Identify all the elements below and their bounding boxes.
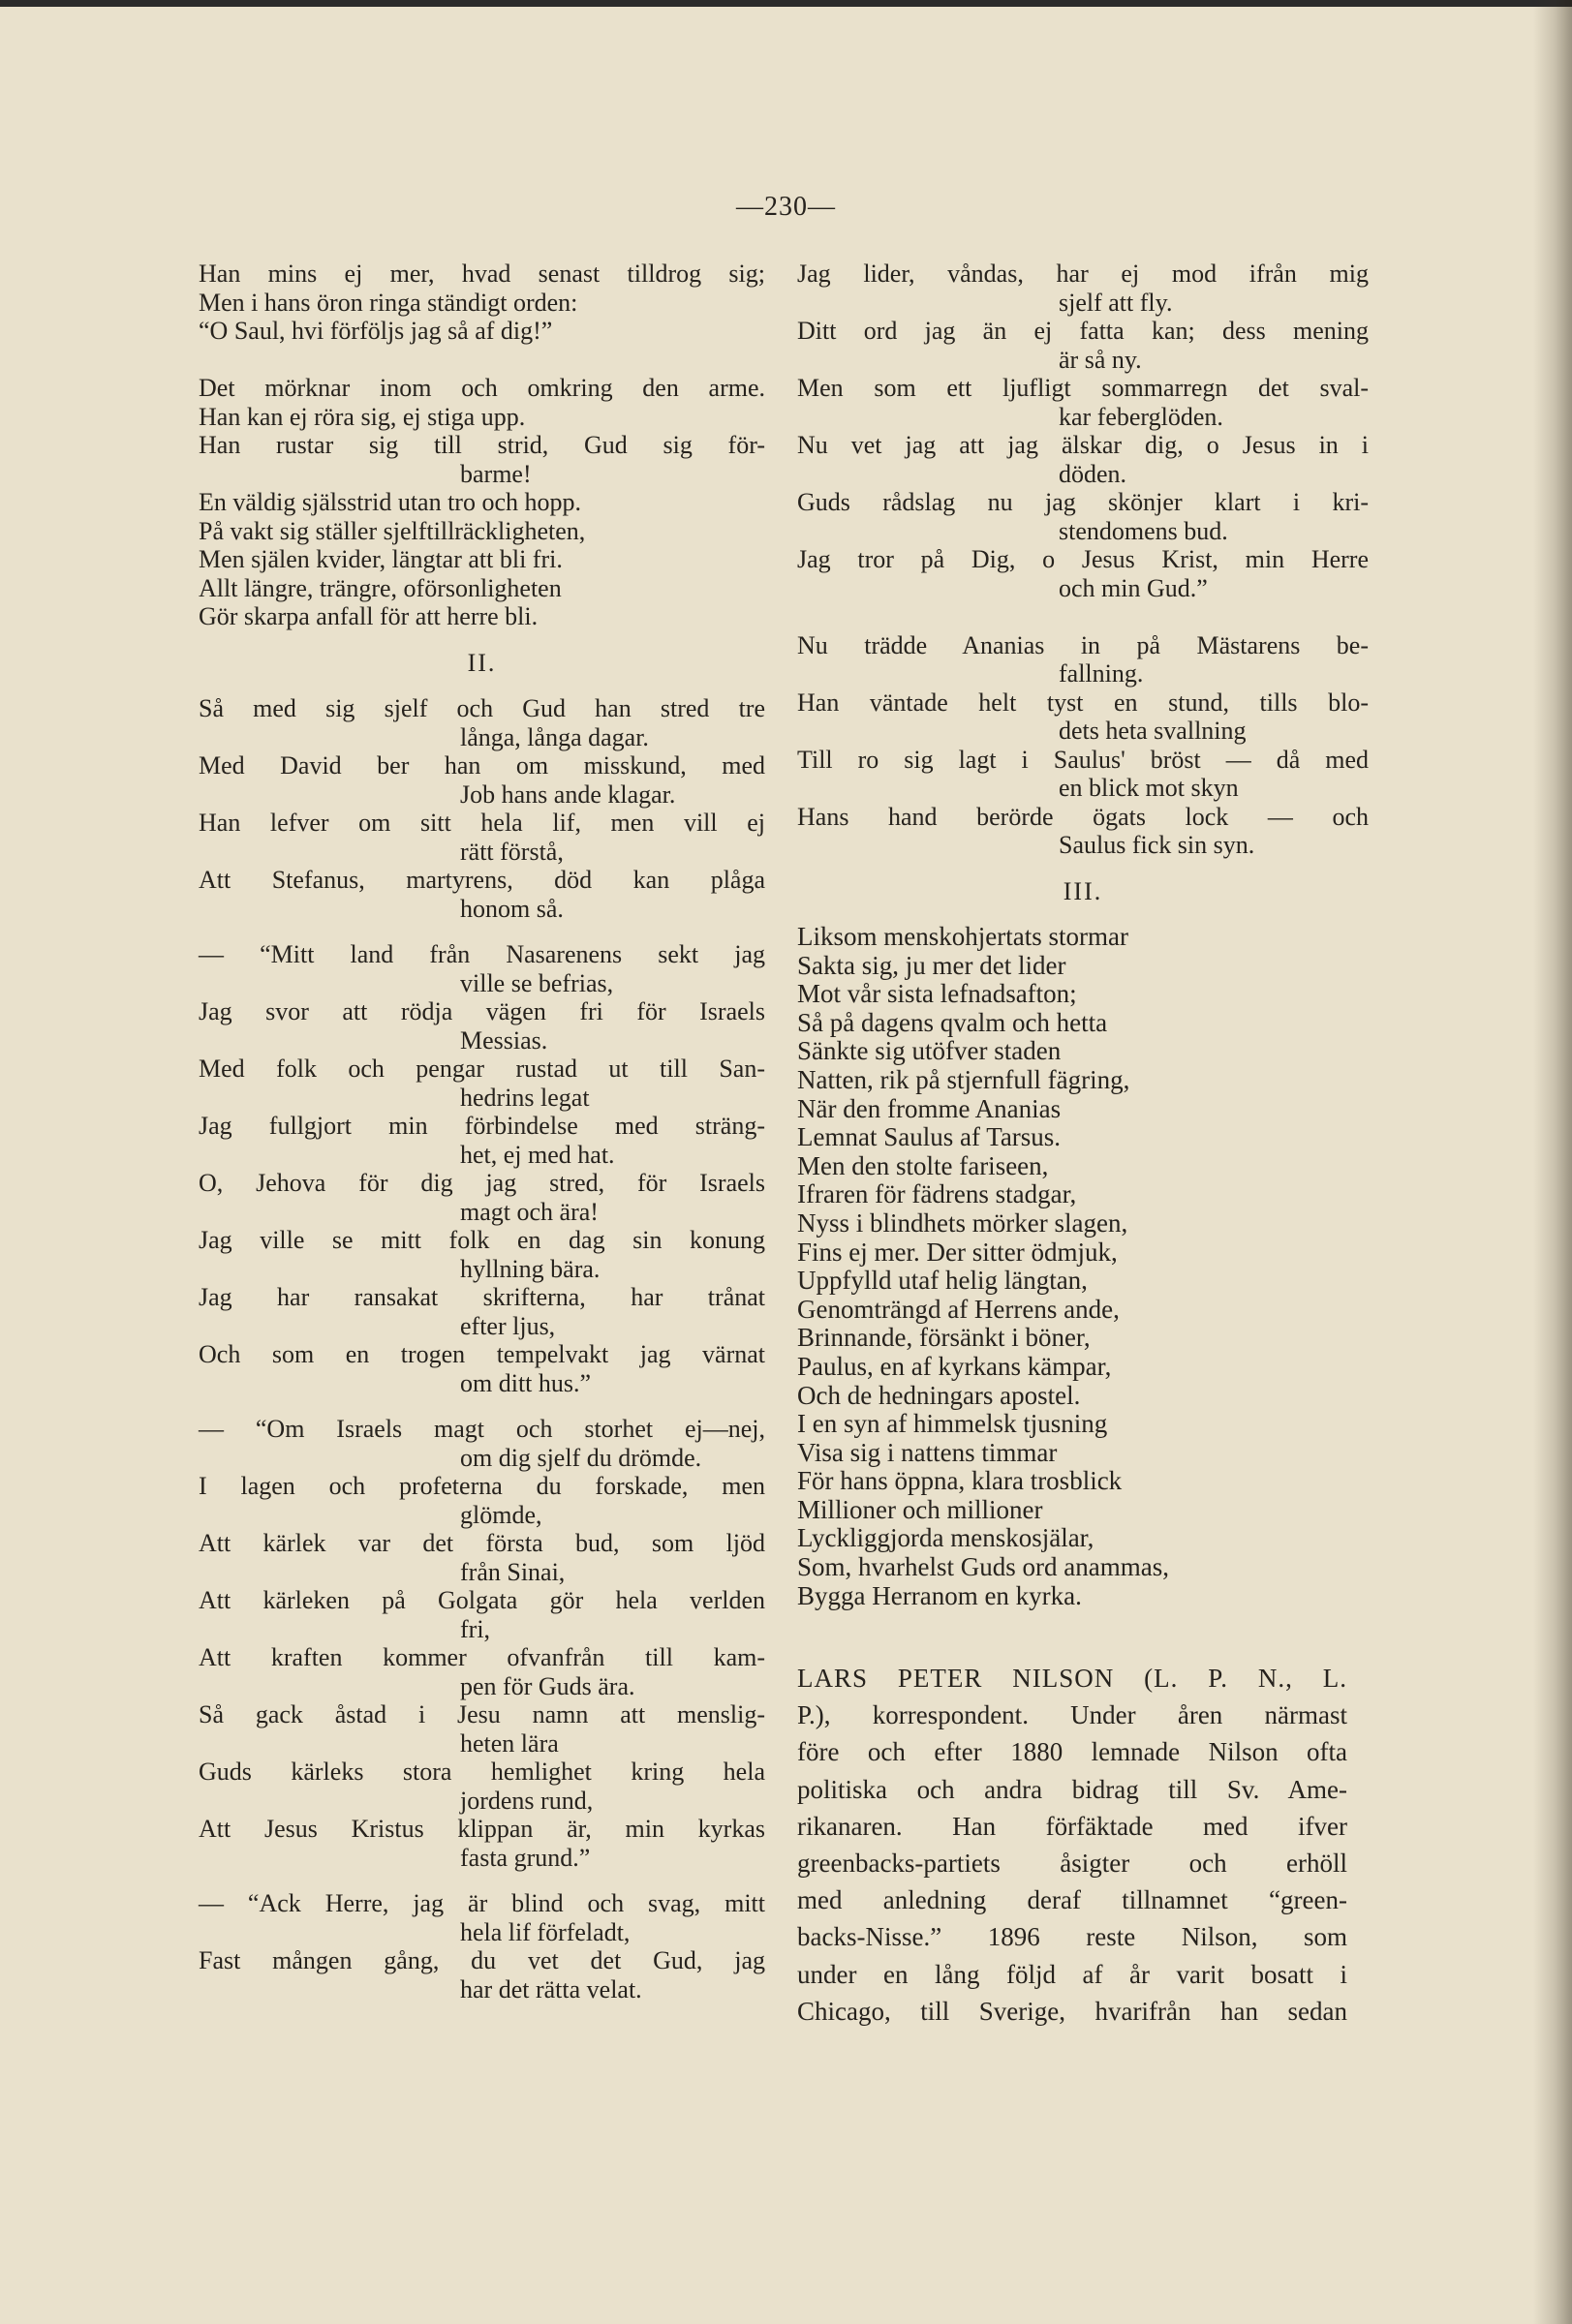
verse-line: Nyss i blindhets mörker slagen,	[797, 1208, 1128, 1238]
verse-line: Jag lider, våndas, har ej mod ifrån mig	[797, 260, 1369, 288]
verse-line: Fins ej mer. Der sitter ödmjuk,	[797, 1237, 1118, 1267]
verse-line: långa, långa dagar.	[460, 722, 649, 751]
verse-line: Han rustar sig till strid, Gud sig för-	[199, 431, 765, 459]
verse-line: Och de hedningars apostel.	[797, 1380, 1081, 1410]
verse-line: Job hans ande klagar.	[460, 780, 676, 809]
verse-line: Saulus fick sin syn.	[1059, 831, 1255, 859]
verse-line: fasta grund.”	[460, 1843, 591, 1872]
verse-line: hedrins legat	[460, 1083, 590, 1112]
stanza-gap	[199, 677, 765, 694]
verse-line: en blick mot skyn	[1059, 774, 1239, 802]
verse-line: Han kan ej röra sig, ej stiga upp.	[199, 402, 526, 431]
verse-line: Jag svor att rödja vägen fri för Israels	[199, 997, 765, 1025]
verse-line: ville se befrias,	[460, 968, 614, 997]
verse-line: heten lära	[460, 1728, 559, 1758]
verse-line: Liksom menskohjertats stormar	[797, 922, 1128, 951]
verse-line: På vakt sig ställer sjelftillräckligheten,	[199, 516, 586, 545]
page-number: —230—	[736, 192, 836, 222]
verse-line: Millioner och millioner	[797, 1494, 1043, 1524]
verse-line: Allt längre, trängre, oförsonligheten	[199, 573, 562, 602]
biography-line: backs-Nisse.” 1896 reste Nilson, som	[797, 1922, 1347, 1952]
verse-line: Han lefver om sitt hela lif, men vill ej	[199, 809, 765, 837]
biography-line: under en lång följd af år varit bosatt i	[797, 1959, 1347, 1989]
verse-line: het, ej med hat.	[460, 1140, 615, 1169]
verse-line: Att Stefanus, martyrens, död kan plåga	[199, 866, 765, 894]
verse-line: För hans öppna, klara trosblick	[797, 1466, 1123, 1496]
verse-line: om dig sjelf du drömde.	[460, 1443, 702, 1472]
verse-line: Och som en trogen tempelvakt jag värnat	[199, 1340, 765, 1368]
verse-line: Guds kärleks stora hemlighet kring hela	[199, 1758, 765, 1786]
verse-line: Jag tror på Dig, o Jesus Krist, min Herre	[797, 545, 1369, 573]
verse-line: Nu vet jag att jag älskar dig, o Jesus in i	[797, 431, 1369, 459]
stanza-gap	[797, 602, 1369, 631]
verse-line: Guds rådslag nu jag skönjer klart i kri-	[797, 488, 1369, 516]
verse-line: Messias.	[460, 1025, 548, 1055]
verse-line: Han väntade helt tyst en stund, tills blo-	[797, 688, 1369, 717]
biography-name: LARS PETER NILSON (L. P. N., L.	[797, 1664, 1347, 1693]
verse-line: Ifraren för fädrens stadgar,	[797, 1179, 1077, 1209]
top-edge-band	[0, 0, 1572, 7]
verse-line: stendomens bud.	[1059, 516, 1228, 545]
biography-line: politiska och andra bidrag till Sv. Ame-	[797, 1774, 1347, 1804]
verse-line: Men i hans öron ringa ständigt orden:	[199, 288, 578, 317]
verse-line: En väldig själsstrid utan tro och hopp.	[199, 488, 582, 516]
section-heading: II.	[467, 648, 497, 677]
verse-line: Bygga Herranom en kyrka.	[797, 1580, 1082, 1610]
verse-line: Fast mången gång, du vet det Gud, jag	[199, 1946, 765, 1974]
verse-line: Så med sig sjelf och Gud han stred tre	[199, 694, 765, 722]
verse-line: rätt förstå,	[460, 837, 564, 866]
biography-line: med anledning deraf tillnamnet “green-	[797, 1885, 1347, 1915]
verse-line: Hans hand berörde ögats lock — och	[797, 802, 1369, 831]
verse-line: Sänkte sig utöfver staden	[797, 1036, 1062, 1066]
verse-line: Att kärleken på Golgata gör hela verlden	[199, 1586, 765, 1614]
verse-line: Gör skarpa anfall för att herre bli.	[199, 602, 539, 630]
left-column-poem	[199, 260, 765, 2003]
verse-line: Till ro sig lagt i Saulus' bröst — då med	[797, 745, 1369, 774]
verse-line: jordens rund,	[460, 1786, 594, 1815]
verse-line: pen för Guds ära.	[460, 1671, 635, 1700]
verse-line: När den fromme Ananias	[797, 1093, 1062, 1123]
verse-line: glömde,	[460, 1500, 542, 1529]
right-column-poem	[797, 260, 1369, 1610]
verse-line: Ditt ord jag än ej fatta kan; dess mening	[797, 317, 1369, 345]
verse-line: Att kraften kommer ofvanfrån till kam-	[199, 1643, 765, 1671]
verse-line: Men den stolte fariseen,	[797, 1150, 1049, 1180]
biography-entry	[797, 1660, 1347, 2030]
verse-line: hela lif förfeladt,	[460, 1917, 631, 1946]
verse-line: från Sinai,	[460, 1557, 566, 1586]
verse-line: kar feberglöden.	[1059, 402, 1223, 431]
stanza-gap	[199, 631, 765, 649]
verse-line: I lagen och profeterna du forskade, men	[199, 1472, 765, 1500]
verse-line: Uppfylld utaf helig längtan,	[797, 1266, 1088, 1296]
stanza-gap	[199, 923, 765, 940]
verse-line: Så gack åstad i Jesu namn att menslig-	[199, 1700, 765, 1728]
verse-line: om ditt hus.”	[460, 1368, 592, 1397]
verse-line: fri,	[460, 1614, 491, 1643]
verse-line: fallning.	[1059, 659, 1144, 688]
verse-line: O, Jehova för dig jag stred, för Israels	[199, 1169, 765, 1197]
verse-line: — “Mitt land från Nasarenens sekt jag	[199, 940, 765, 968]
verse-line: barme!	[460, 459, 532, 488]
verse-line: Genomträngd af Herrens ande,	[797, 1294, 1120, 1324]
verse-line: Med folk och pengar rustad ut till San-	[199, 1055, 765, 1083]
biography-text	[797, 1697, 1347, 2030]
stanza-gap	[199, 1397, 765, 1415]
biography-line: greenbacks-partiets åsigter och erhöll	[797, 1848, 1347, 1878]
verse-line: Att kärlek var det första bud, som ljöd	[199, 1529, 765, 1557]
verse-line: I en syn af himmelsk tjusning	[797, 1409, 1108, 1439]
verse-line: Visa sig i nattens timmar	[797, 1437, 1058, 1467]
section-heading: III.	[1063, 876, 1103, 905]
verse-line: Som, hvarhelst Guds ord anammas,	[797, 1552, 1169, 1582]
verse-line: hyllning bära.	[460, 1254, 601, 1283]
verse-line: Jag fullgjort min förbindelse med sträng-	[199, 1112, 765, 1140]
page-spine-shadow	[1533, 0, 1572, 2324]
stanza-gap	[797, 905, 1369, 923]
biography-line: rikanaren. Han förfäktade med ifver	[797, 1811, 1347, 1841]
biography-line: Chicago, till Sverige, hvarifrån han sedan	[797, 1996, 1347, 2026]
verse-line: Lemnat Saulus af Tarsus.	[797, 1122, 1062, 1152]
verse-line: Att Jesus Kristus klippan är, min kyrkas	[199, 1815, 765, 1843]
verse-line: dets heta svallning	[1059, 717, 1247, 745]
verse-line: honom så.	[460, 894, 564, 923]
verse-line: döden.	[1059, 459, 1127, 488]
verse-line: är så ny.	[1059, 345, 1142, 374]
verse-line: Men som ett ljufligt sommarregn det sval-	[797, 374, 1369, 402]
verse-line: Han mins ej mer, hvad senast tilldrog sig;	[199, 260, 765, 288]
verse-line: magt och ära!	[460, 1197, 599, 1226]
verse-line: Med David ber han om misskund, med	[199, 751, 765, 780]
verse-line: Sakta sig, ju mer det lider	[797, 950, 1066, 980]
stanza-gap	[199, 346, 765, 375]
verse-line: Det mörknar inom och omkring den arme.	[199, 374, 765, 402]
verse-line: sjelf att fly.	[1059, 288, 1173, 317]
stanza-gap	[199, 1872, 765, 1889]
verse-line: Jag har ransakat skrifterna, har trånat	[199, 1283, 765, 1311]
stanza-gap	[797, 860, 1369, 877]
verse-line: — “Om Israels magt och storhet ej—nej,	[199, 1415, 765, 1443]
verse-line: Natten, rik på stjernfull fägring,	[797, 1064, 1130, 1094]
verse-line: har det rätta velat.	[460, 1974, 642, 2003]
biography-line: före och efter 1880 lemnade Nilson ofta	[797, 1737, 1347, 1767]
biography-name-line	[797, 1660, 1347, 1697]
verse-line: Lyckliggjorda menskosjälar,	[797, 1523, 1094, 1553]
verse-line: och min Gud.”	[1059, 573, 1208, 602]
verse-line: efter ljus,	[460, 1311, 556, 1340]
verse-line: Jag ville se mitt folk en dag sin konung	[199, 1226, 765, 1254]
verse-line: Nu trädde Ananias in på Mästarens be-	[797, 630, 1369, 659]
verse-line: Så på dagens qvalm och hetta	[797, 1007, 1108, 1037]
verse-line: Paulus, en af kyrkans kämpar,	[797, 1351, 1112, 1381]
verse-line: Brinnande, försänkt i böner,	[797, 1323, 1091, 1353]
verse-line: Men själen kvider, längtar att bli fri.	[199, 545, 563, 573]
verse-line: Mot vår sista lefnadsafton;	[797, 979, 1077, 1009]
verse-line: — “Ack Herre, jag är blind och svag, mitt	[199, 1889, 765, 1917]
biography-line: P.), korrespondent. Under åren närmast	[797, 1700, 1347, 1730]
verse-line: “O Saul, hvi förföljs jag så af dig!”	[199, 317, 553, 345]
